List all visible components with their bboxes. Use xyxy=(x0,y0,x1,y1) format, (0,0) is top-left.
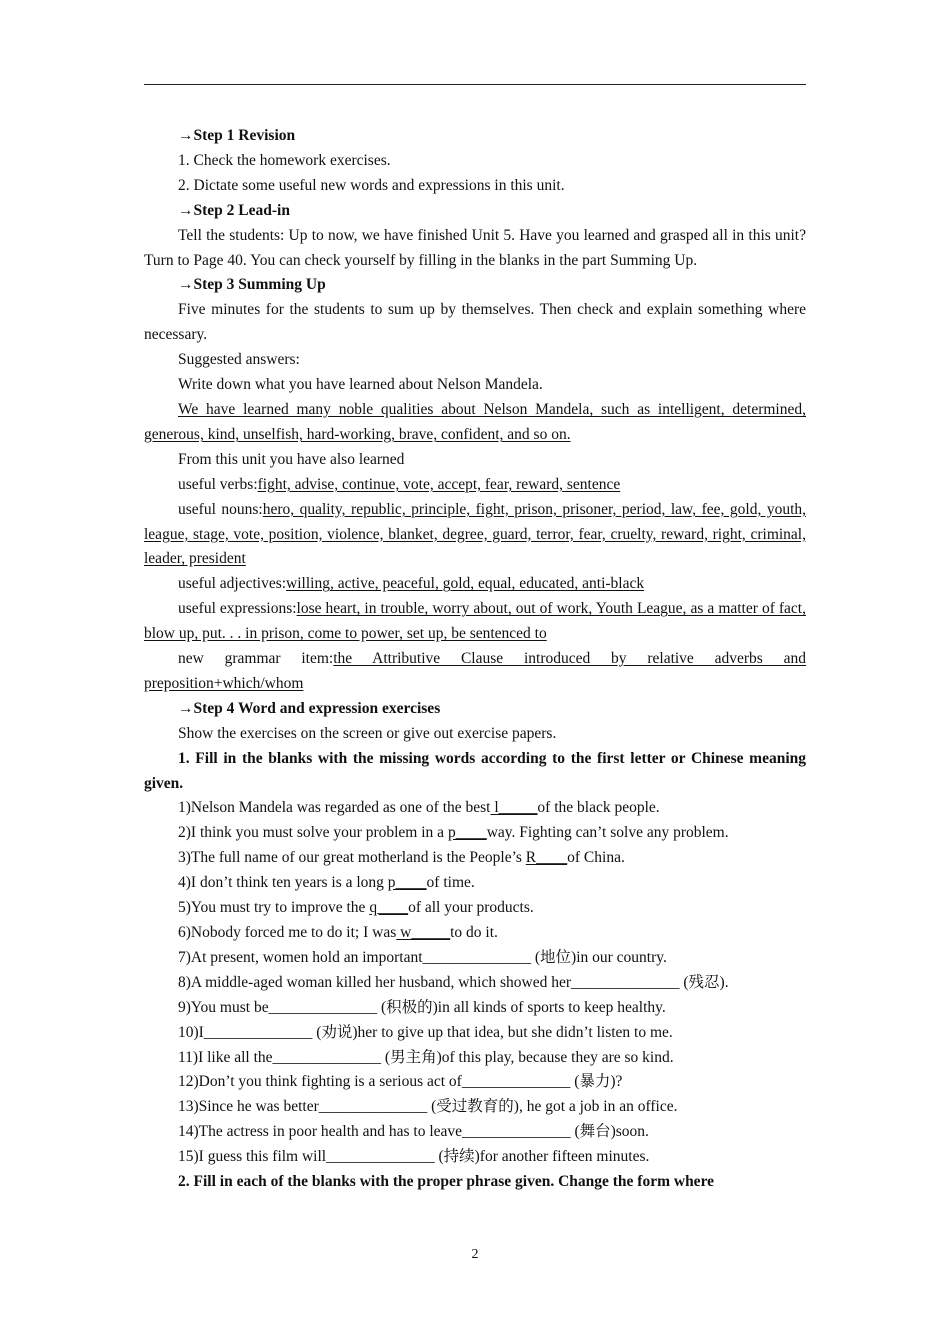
step1-line-2: 2. Dictate some useful new words and expressions in this unit. xyxy=(178,176,565,194)
answer-blank: p____ xyxy=(387,874,427,892)
step2-text: Tell the students: Up to now, we have finished Unit 5. Have you learned and grasped all in this unit? Turn to Page 40. You can check yourself by filling in the blanks in the part Summing Up. xyxy=(144,226,806,269)
verbs-label: useful verbs: xyxy=(178,475,258,493)
useful-expressions xyxy=(144,597,806,647)
exercise-item: 4)I don’t think ten years is a long p____of time. xyxy=(178,874,475,892)
exercise-item: 1)Nelson Mandela was regarded as one of the best l_____of the black people. xyxy=(178,799,660,817)
exercise-item: 2)I think you must solve your problem in a p____way. Fighting can’t solve any problem. xyxy=(178,824,729,842)
expressions-list: lose heart, in trouble, worry about, out of work, Youth League, as a matter of fact, blow up, put. . . in prison, come to power, set up, be sentenced to xyxy=(144,600,806,643)
exercise-item: 10)I______________ (劝说)her to give up that idea, but she didn’t listen to me. xyxy=(178,1023,673,1041)
header-rule xyxy=(144,84,806,85)
step4-heading: →Step 4 Word and expression exercises xyxy=(178,699,441,717)
adjectives-list: willing, active, peaceful, gold, equal, educated, anti-black xyxy=(286,575,645,593)
grammar-text: the Attributive Clause introduced by relative adverbs and preposition+which/whom xyxy=(144,650,807,692)
expressions-label: useful expressions: xyxy=(178,600,297,618)
answer-blank: q____ xyxy=(369,899,409,917)
document-body xyxy=(144,124,806,1195)
step3-text: Five minutes for the students to sum up by themselves. Then check and explain something where necessary. xyxy=(144,301,806,344)
answer-blank: R____ xyxy=(525,849,568,867)
exercise-item: 7)At present, women hold an important______________ (地位)in our country. xyxy=(178,948,667,966)
grammar-label: new grammar item: xyxy=(178,650,334,668)
exercise-item: 11)I like all the______________ (男主角)of this play, because they are so kind. xyxy=(178,1048,674,1066)
answer-blank: p____ xyxy=(447,824,487,842)
useful-adjectives xyxy=(144,572,806,597)
step3-heading: →Step 3 Summing Up xyxy=(178,276,326,294)
useful-nouns xyxy=(144,498,806,573)
exercise-item: 13)Since he was better______________ (受过教育的), he got a job in an office. xyxy=(178,1098,678,1116)
answer-blank: l_____ xyxy=(490,799,538,817)
exercise-item: 8)A middle-aged woman killed her husband, which showed her______________ (残忍). xyxy=(178,973,729,991)
step4-text: Show the exercises on the screen or give out exercise papers. xyxy=(178,724,557,742)
adjectives-label: useful adjectives: xyxy=(178,575,287,593)
exercise-2-title: 2. Fill in each of the blanks with the proper phrase given. Change the form where xyxy=(178,1173,715,1191)
verbs-list: fight, advise, continue, vote, accept, fear, reward, sentence xyxy=(257,475,621,493)
mandela-answer-text: We have learned many noble qualities about Nelson Mandela, such as intelligent, determined, generous, kind, unselfish, hard-working, brave, confident, and so on. xyxy=(144,400,806,443)
exercise-1-title: 1. Fill in the blanks with the missing words according to the first letter or Chinese meaning given. xyxy=(144,749,806,792)
exercise-item: 3)The full name of our great motherland is the People’s R____of China. xyxy=(178,849,625,867)
exercise-item: 14)The actress in poor health and has to leave______________ (舞台)soon. xyxy=(178,1123,649,1141)
new-grammar-item xyxy=(144,647,806,697)
exercise-item: 15)I guess this film will______________ (持续)for another fifteen minutes. xyxy=(178,1148,650,1166)
exercise-item: 5)You must try to improve the q____of all your products. xyxy=(178,899,534,917)
step1-heading: →Step 1 Revision xyxy=(178,127,296,144)
mandela-answer xyxy=(144,398,806,448)
nouns-label: useful nouns: xyxy=(178,500,263,518)
page-number: 2 xyxy=(471,1247,479,1262)
suggested-answers-label: Suggested answers: xyxy=(178,351,300,369)
answer-blank: w_____ xyxy=(396,924,451,941)
exercise-item: 9)You must be______________ (积极的)in all kinds of sports to keep healthy. xyxy=(178,998,666,1016)
exercise-item: 6)Nobody forced me to do it; I was w_____to do it. xyxy=(178,924,498,941)
useful-verbs xyxy=(144,473,806,498)
exercise-item: 12)Don’t you think fighting is a serious act of______________ (暴力)? xyxy=(178,1073,623,1091)
nouns-list: hero, quality, republic, principle, fight, prison, prisoner, period, law, fee, gold, youth, league, stage, vote, position, violence, blanket, degree, guard, terror, fear, cruelty, reward, right, criminal, leader, president xyxy=(144,500,806,568)
write-down-prompt: Write down what you have learned about Nelson Mandela. xyxy=(178,376,543,394)
step2-heading: →Step 2 Lead-in xyxy=(178,201,290,219)
also-learned-line: From this unit you have also learned xyxy=(178,450,405,468)
step1-line-1: 1. Check the homework exercises. xyxy=(178,151,391,169)
